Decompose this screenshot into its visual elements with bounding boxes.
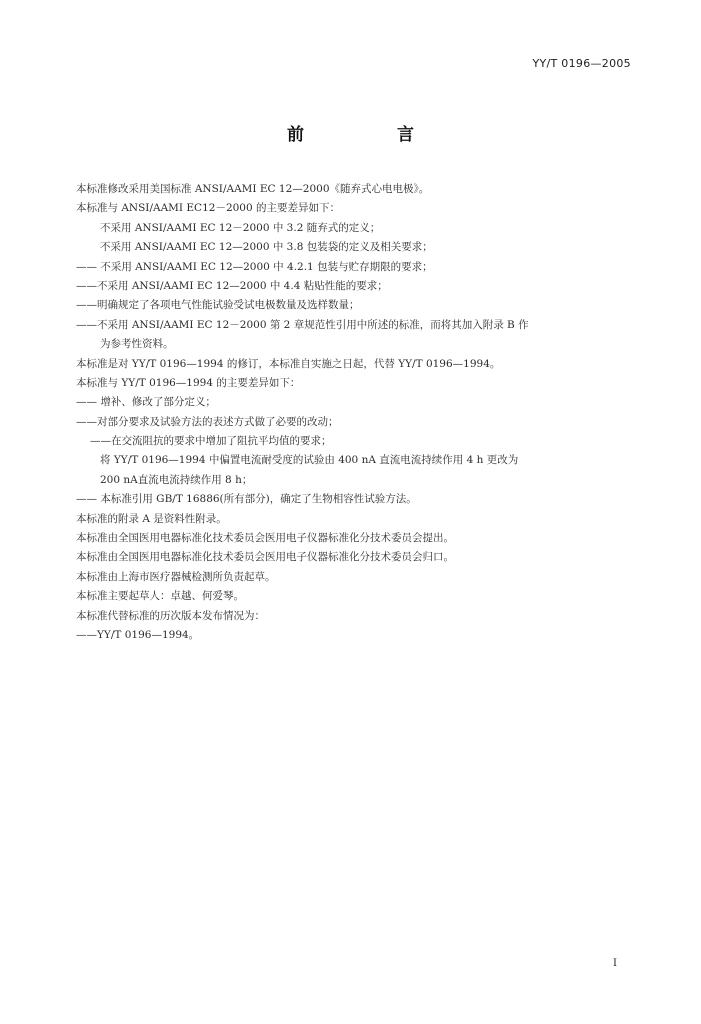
paragraph-line: 本标准由全国医用电器标准化技术委员会医用电子仪器标准化分技术委员会归口。: [76, 551, 454, 564]
page-title: 前 言: [287, 125, 452, 145]
list-item-continuation: 200 nA直流电流持续作用 8 h；: [100, 473, 253, 486]
list-item: —— 不采用 ANSI/AAMI EC 12—2000 中 4.2.1 包装与贮存期限的要求；: [76, 260, 433, 273]
standard-code: YY/T 0196—2005: [532, 57, 631, 70]
list-item-detail: 将 YY/T 0196—1994 中偏置电流耐受度的试验由 400 nA 直流电流持续作用 4 h 更改为: [100, 454, 519, 467]
paragraph-line: 本标准是对 YY/T 0196—1994 的修订，本标准自实施之日起，代替 YY/T 0196—1994。: [76, 357, 501, 370]
list-item-continuation: 为参考性资料。: [100, 338, 174, 351]
paragraph-line: 本标准由全国医用电器标准化技术委员会医用电子仪器标准化分技术委员会提出。: [76, 532, 454, 545]
page-number: I: [613, 958, 617, 969]
paragraph-line: 本标准的附录 A 是资料性附录。: [76, 512, 227, 525]
list-item: ——不采用 ANSI/AAMI EC 12—2000 中 4.4 粘贴性能的要求；: [76, 279, 388, 292]
foreword-body: [76, 180, 636, 645]
paragraph-line: 本标准与 YY/T 0196—1994 的主要差异如下：: [76, 376, 301, 389]
paragraph-line: 本标准由上海市医疗器械检测所负责起草。: [76, 570, 276, 583]
paragraph-line: 本标准修改采用美国标准 ANSI/AAMI EC 12—2000《随弃式心电电极》。: [76, 183, 430, 195]
list-item: —— 本标准引用 GB/T 16886(所有部分)，确定了生物相容性试验方法。: [76, 493, 417, 506]
list-item: ——在交流阻抗的要求中增加了阻抗平均值的要求；: [90, 435, 332, 448]
paragraph-line: 本标准主要起草人：卓越、何爱琴。: [76, 590, 244, 603]
paragraph-line: 本标准与 ANSI/AAMI EC12－2000 的主要差异如下：: [76, 202, 341, 215]
list-item: —— 增补、修改了部分定义；: [76, 396, 216, 409]
list-item: 不采用 ANSI/AAMI EC 12－2000 中 3.2 随弃式的定义；: [100, 221, 381, 234]
list-item: ——不采用 ANSI/AAMI EC 12－2000 第 2 章规范性引用中所述的标准，而将其加入附录 B 作: [76, 318, 529, 331]
paragraph-line: 本标准代替标准的历次版本发布情况为：: [76, 609, 265, 622]
list-item: ——对部分要求及试验方法的表述方式做了必要的改动；: [76, 415, 339, 428]
list-item: ——明确规定了各项电气性能试验受试电极数量及选样数量；: [76, 299, 360, 312]
list-item: 不采用 ANSI/AAMI EC 12—2000 中 3.8 包装袋的定义及相关要求；: [100, 241, 433, 254]
list-item: ——YY/T 0196—1994。: [76, 628, 200, 641]
